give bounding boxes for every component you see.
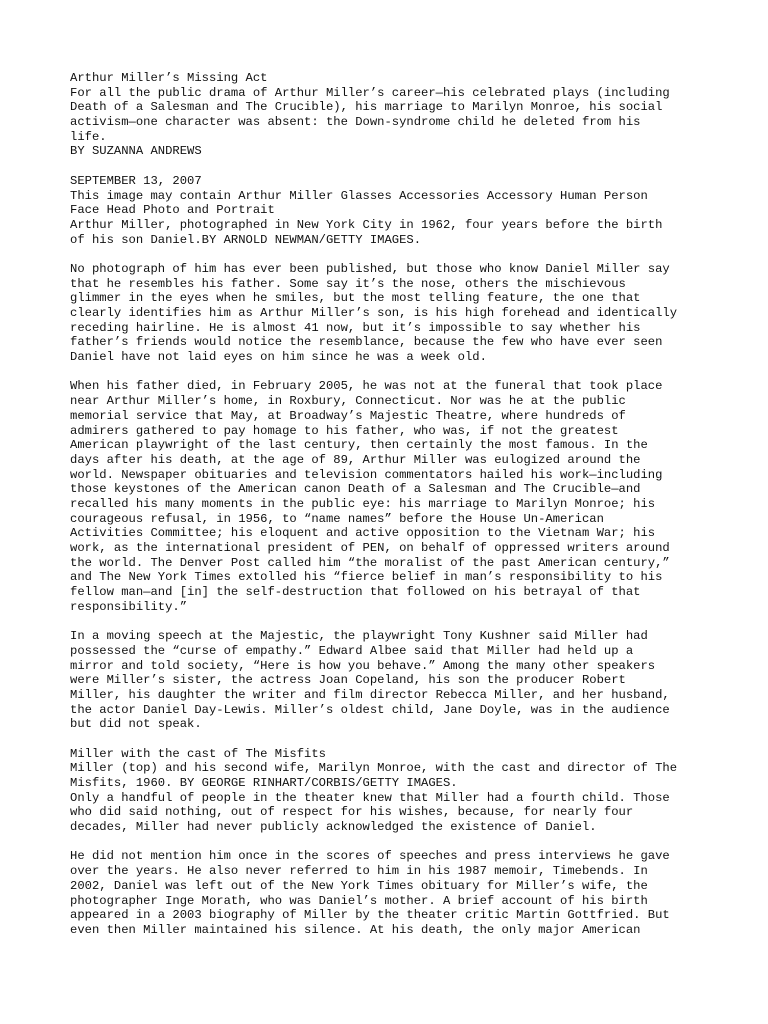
body-paragraph [70, 629, 710, 732]
paragraph-line: over the years. He also never referred to him in his 1987 memoir, Timebends. In [70, 864, 648, 879]
paragraph-line: 2002, Daniel was left out of the New York Times obituary for Miller’s wife, the [70, 878, 648, 893]
paragraph-line: glimmer in the eyes when he smiles, but the most telling feature, the one that [70, 291, 641, 306]
paragraph-line: memorial service that May, at Broadway’s Majestic Theatre, where hundreds of [70, 408, 626, 423]
paragraph-line: courageous refusal, in 1956, to “name names” before the House Un-American [70, 511, 604, 526]
paragraph-line: the actor Daniel Day-Lewis. Miller’s oldest child, Jane Doyle, was in the audience [70, 702, 670, 717]
image-alt-text-line: Face Head Photo and Portrait [70, 203, 275, 218]
paragraph-line: photographer Inge Morath, who was Daniel’s mother. A brief account of his birth [70, 893, 648, 908]
paragraph-line: Daniel have not laid eyes on him since he was a week old. [70, 350, 487, 365]
body-paragraph [70, 379, 710, 614]
paragraph-line: receding hairline. He is almost 41 now, but it’s impossible to say whether his [70, 320, 641, 335]
article-dek-line: Death of a Salesman and The Crucible), his marriage to Marilyn Monroe, his social [70, 100, 663, 115]
paragraph-line: those keystones of the American canon Death of a Salesman and The Crucible—and [70, 482, 641, 497]
paragraph-line: In a moving speech at the Majestic, the playwright Tony Kushner said Miller had [70, 629, 648, 644]
article-dek-line: life. [70, 129, 107, 144]
paragraph-line: days after his death, at the age of 89, Arthur Miller was eulogized around the [70, 452, 641, 467]
photo-caption-line: Arthur Miller, photographed in New York City in 1962, four years before the birth [70, 217, 663, 232]
article-byline: BY SUZANNA ANDREWS [70, 144, 202, 159]
paragraph-line: mirror and told society, “Here is how you behave.” Among the many other speakers [70, 658, 656, 673]
paragraph-line: but did not speak. [70, 717, 202, 732]
paragraph-line: clearly identifies him as Arthur Miller’s son, is his high forehead and identically [70, 306, 678, 320]
paragraph-line: admirers gathered to pay homage to his father, who was, if not the greatest [70, 423, 619, 438]
body-paragraph [70, 262, 710, 365]
paragraph-line: decades, Miller had never publicly acknowledged the existence of Daniel. [70, 820, 597, 835]
paragraph-line: Only a handful of people in the theater knew that Miller had a fourth child. Those [70, 790, 670, 805]
article-title: Arthur Miller’s Missing Act [70, 71, 268, 85]
photo-2-block [70, 747, 710, 835]
article-dek-line: For all the public drama of Arthur Miller’s career—his celebrated plays (including [70, 85, 670, 100]
paragraph-line: fellow man—and [in] the self-destruction that followed on his betrayal of that [70, 585, 641, 600]
article-body [70, 71, 710, 952]
paragraph-line: responsibility.” [70, 599, 188, 614]
paragraph-line: even then Miller maintained his silence. At his death, the only major American [70, 922, 641, 937]
photo-1-block [70, 174, 710, 247]
paragraph-line: Miller, his daughter the writer and film director Rebecca Miller, and her husband, [70, 687, 670, 702]
paragraph-line: that he resembles his father. Some say it’s the nose, others the mischievous [70, 276, 626, 291]
paragraph-line: who did said nothing, out of respect for his wishes, because, for nearly four [70, 805, 634, 820]
paragraph-line: father’s friends would notice the resemblance, because the few who have ever seen [70, 335, 663, 350]
body-paragraph [70, 849, 710, 937]
paragraph-line: and The New York Times extolled his “fierce belief in man’s responsibility to his [70, 570, 663, 585]
photo-caption-line: of his son Daniel.BY ARNOLD NEWMAN/GETTY IMAGES. [70, 232, 422, 247]
paragraph-line: world. Newspaper obituaries and television commentators hailed his work—including [70, 467, 663, 482]
paragraph-line: near Arthur Miller’s home, in Roxbury, Connecticut. Nor was he at the public [70, 394, 626, 409]
paragraph-line: possessed the “curse of empathy.” Edward Albee said that Miller had held up a [70, 643, 634, 658]
paragraph-line: No photograph of him has ever been published, but those who know Daniel Miller say [70, 261, 670, 276]
paragraph-line: were Miller’s sister, the actress Joan Copeland, his son the producer Robert [70, 673, 626, 688]
photo-caption-line: Miller (top) and his second wife, Marilyn Monroe, with the cast and director of The [70, 761, 678, 776]
paragraph-line: the world. The Denver Post called him “the moralist of the past American century,” [70, 555, 670, 570]
paragraph-line: Activities Committee; his eloquent and active opposition to the Vietnam War; his [70, 526, 656, 541]
image-title: Miller with the cast of The Misfits [70, 746, 326, 761]
paragraph-line: recalled his many moments in the public eye: his marriage to Marilyn Monroe; his [70, 496, 656, 511]
paragraph-line: work, as the international president of PEN, on behalf of oppressed writers around [70, 541, 670, 555]
image-alt-text-line: This image may contain Arthur Miller Glasses Accessories Accessory Human Person [70, 188, 648, 203]
article-date: SEPTEMBER 13, 2007 [70, 173, 202, 188]
paragraph-line: appeared in a 2003 biography of Miller by the theater critic Martin Gottfried. But [70, 908, 670, 923]
article-dek-line: activism—one character was absent: the Down-syndrome child he deleted from his [70, 115, 641, 130]
paragraph-line: When his father died, in February 2005, he was not at the funeral that took place [70, 379, 663, 394]
paragraph-line: He did not mention him once in the scores of speeches and press interviews he gave [70, 849, 670, 864]
paragraph-line: American playwright of the last century, then certainly the most famous. In the [70, 438, 648, 453]
article-header [70, 71, 710, 159]
photo-caption-line: Misfits, 1960. BY GEORGE RINHART/CORBIS/GETTY IMAGES. [70, 776, 458, 790]
